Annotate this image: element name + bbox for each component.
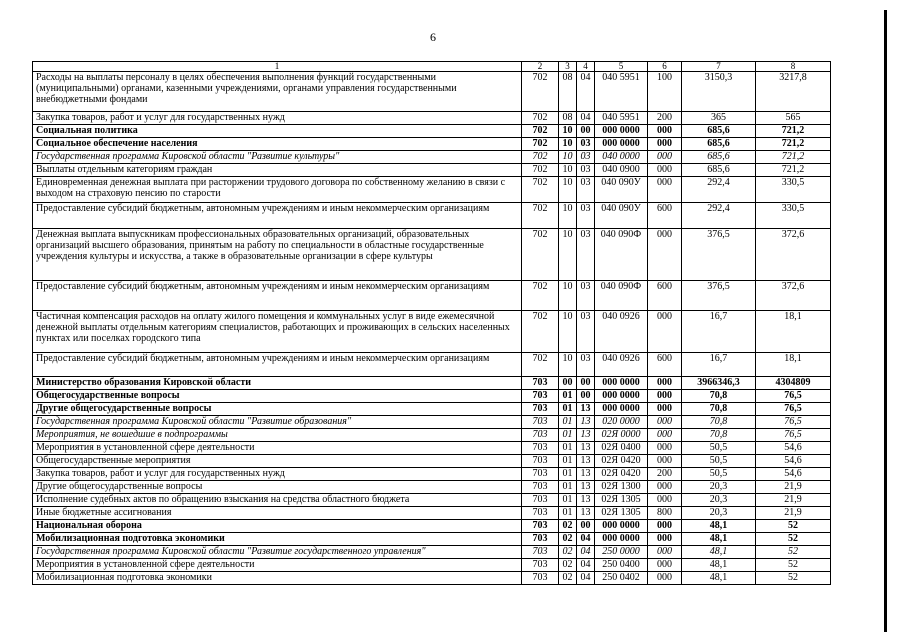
expense-type-cell: 000	[648, 164, 682, 177]
expense-type-cell: 000	[648, 559, 682, 572]
expense-type-cell: 000	[648, 494, 682, 507]
sum-2016-cell: 20,3	[682, 481, 756, 494]
table-row	[33, 377, 831, 390]
expense-type-cell: 000	[648, 177, 682, 203]
sum-2016-cell: 48,1	[682, 520, 756, 533]
sum-2017-cell: 721,2	[756, 164, 831, 177]
expense-type-cell: 000	[648, 311, 682, 353]
subsection-code-cell: 04	[577, 559, 595, 572]
table-row	[33, 416, 831, 429]
target-article-cell: 040 090У	[595, 203, 648, 229]
ved-code-cell: 703	[522, 468, 559, 481]
section-code-cell: 10	[559, 311, 577, 353]
sum-2017-cell: 54,6	[756, 442, 831, 455]
sum-2016-cell: 292,4	[682, 203, 756, 229]
row-name-cell: Мероприятия в установленной сфере деятельности	[33, 559, 522, 572]
expense-type-cell: 000	[648, 429, 682, 442]
subsection-code-cell: 00	[577, 390, 595, 403]
section-code-cell: 10	[559, 151, 577, 164]
ved-code-cell: 702	[522, 177, 559, 203]
ved-code-cell: 703	[522, 494, 559, 507]
ved-code-cell: 703	[522, 442, 559, 455]
page-number: 6	[430, 30, 436, 44]
subsection-code-cell: 04	[577, 533, 595, 546]
subsection-code-cell: 13	[577, 429, 595, 442]
row-name-cell: Денежная выплата выпускникам профессиональных образовательных организаций, образовательных организаций высшего образования, принятым на работу по специальности в областные государственные учреждения культуры и искусства, а также в образовательные организации в сфере культуры	[33, 229, 522, 281]
row-name-cell: Общегосударственные вопросы	[33, 390, 522, 403]
sum-2016-cell: 20,3	[682, 494, 756, 507]
section-code-cell: 02	[559, 546, 577, 559]
sum-2016-cell: 3150,3	[682, 72, 756, 112]
target-article-cell: 000 0000	[595, 125, 648, 138]
row-name-cell: Выплаты отдельным категориям граждан	[33, 164, 522, 177]
row-name-cell: Другие общегосударственные вопросы	[33, 403, 522, 416]
section-code-cell: 01	[559, 455, 577, 468]
sum-2017-cell: 52	[756, 559, 831, 572]
subsection-code-cell: 03	[577, 203, 595, 229]
target-article-cell: 000 0000	[595, 403, 648, 416]
sum-2017-cell: 721,2	[756, 125, 831, 138]
expense-type-cell: 000	[648, 416, 682, 429]
sum-2016-cell: 685,6	[682, 164, 756, 177]
expense-type-cell: 000	[648, 229, 682, 281]
target-article-cell: 040 090Ф	[595, 229, 648, 281]
sum-2017-cell: 330,5	[756, 177, 831, 203]
section-code-cell: 01	[559, 494, 577, 507]
target-article-cell: 000 0000	[595, 520, 648, 533]
section-code-cell: 10	[559, 353, 577, 377]
sum-2016-cell: 70,8	[682, 403, 756, 416]
section-code-cell: 10	[559, 138, 577, 151]
ved-code-cell: 703	[522, 520, 559, 533]
subsection-code-cell: 04	[577, 546, 595, 559]
ved-code-cell: 702	[522, 311, 559, 353]
sum-2017-cell: 52	[756, 546, 831, 559]
row-name-cell: Расходы на выплаты персоналу в целях обеспечения выполнения функций государственными (муниципальными) органами, казенными учреждениями, органами управления государственными внебюджетными фондами	[33, 72, 522, 112]
sum-2017-cell: 21,9	[756, 481, 831, 494]
header-cell: 6	[648, 62, 682, 72]
ved-code-cell: 702	[522, 138, 559, 151]
table-row	[33, 138, 831, 151]
sum-2016-cell: 48,1	[682, 546, 756, 559]
subsection-code-cell: 03	[577, 177, 595, 203]
expense-type-cell: 000	[648, 138, 682, 151]
sum-2016-cell: 685,6	[682, 138, 756, 151]
ved-code-cell: 703	[522, 455, 559, 468]
ved-code-cell: 703	[522, 546, 559, 559]
ved-code-cell: 702	[522, 125, 559, 138]
row-name-cell: Государственная программа Кировской области "Развитие государственного управления"	[33, 546, 522, 559]
target-article-cell: 250 0400	[595, 559, 648, 572]
header-cell: 8	[756, 62, 831, 72]
subsection-code-cell: 03	[577, 311, 595, 353]
row-name-cell: Единовременная денежная выплата при расторжении трудового договора по собственному желанию в связи с выходом на страховую пенсию по старости	[33, 177, 522, 203]
subsection-code-cell: 13	[577, 455, 595, 468]
section-code-cell: 01	[559, 416, 577, 429]
sum-2017-cell: 18,1	[756, 311, 831, 353]
table-row	[33, 151, 831, 164]
row-name-cell: Закупка товаров, работ и услуг для государственных нужд	[33, 468, 522, 481]
subsection-code-cell: 03	[577, 353, 595, 377]
sum-2016-cell: 70,8	[682, 429, 756, 442]
subsection-code-cell: 03	[577, 229, 595, 281]
row-name-cell: Государственная программа Кировской области "Развитие образования"	[33, 416, 522, 429]
expense-type-cell: 000	[648, 481, 682, 494]
section-code-cell: 01	[559, 481, 577, 494]
expense-type-cell: 600	[648, 203, 682, 229]
ved-code-cell: 703	[522, 416, 559, 429]
header-cell: 4	[577, 62, 595, 72]
sum-2017-cell: 372,6	[756, 281, 831, 311]
subsection-code-cell: 03	[577, 281, 595, 311]
ved-code-cell: 702	[522, 229, 559, 281]
sum-2016-cell: 16,7	[682, 311, 756, 353]
expense-type-cell: 000	[648, 572, 682, 585]
sum-2016-cell: 685,6	[682, 125, 756, 138]
sum-2016-cell: 70,8	[682, 390, 756, 403]
sum-2017-cell: 721,2	[756, 138, 831, 151]
sum-2016-cell: 685,6	[682, 151, 756, 164]
table-row	[33, 455, 831, 468]
section-code-cell: 01	[559, 507, 577, 520]
subsection-code-cell: 13	[577, 416, 595, 429]
header-cell: 5	[595, 62, 648, 72]
target-article-cell: 000 0000	[595, 390, 648, 403]
subsection-code-cell: 13	[577, 507, 595, 520]
table-row	[33, 353, 831, 377]
row-name-cell: Закупка товаров, работ и услуг для государственных нужд	[33, 112, 522, 125]
row-name-cell: Общегосударственные мероприятия	[33, 455, 522, 468]
section-code-cell: 01	[559, 429, 577, 442]
row-name-cell: Предоставление субсидий бюджетным, автономным учреждениям и иным некоммерческим организациям	[33, 353, 522, 377]
sum-2016-cell: 50,5	[682, 468, 756, 481]
ved-code-cell: 702	[522, 164, 559, 177]
table-row	[33, 177, 831, 203]
section-code-cell: 01	[559, 442, 577, 455]
sum-2016-cell: 50,5	[682, 442, 756, 455]
ved-code-cell: 702	[522, 72, 559, 112]
table-row	[33, 533, 831, 546]
section-code-cell: 10	[559, 203, 577, 229]
expense-type-cell: 000	[648, 390, 682, 403]
ved-code-cell: 702	[522, 281, 559, 311]
expense-type-cell: 000	[648, 520, 682, 533]
table-row	[33, 507, 831, 520]
sum-2017-cell: 52	[756, 520, 831, 533]
table-row	[33, 468, 831, 481]
ved-code-cell: 703	[522, 533, 559, 546]
subsection-code-cell: 13	[577, 468, 595, 481]
section-code-cell: 08	[559, 72, 577, 112]
table-row	[33, 72, 831, 112]
sum-2017-cell: 52	[756, 533, 831, 546]
sum-2017-cell: 372,6	[756, 229, 831, 281]
table-row	[33, 125, 831, 138]
sum-2017-cell: 565	[756, 112, 831, 125]
header-cell: 2	[522, 62, 559, 72]
row-name-cell: Предоставление субсидий бюджетным, автономным учреждениям и иным некоммерческим организациям	[33, 281, 522, 311]
expense-type-cell: 200	[648, 112, 682, 125]
target-article-cell: 000 0000	[595, 138, 648, 151]
expense-type-cell: 600	[648, 281, 682, 311]
sum-2016-cell: 70,8	[682, 416, 756, 429]
section-code-cell: 10	[559, 177, 577, 203]
ved-code-cell: 702	[522, 112, 559, 125]
row-name-cell: Частичная компенсация расходов на оплату жилого помещения и коммунальных услуг в виде ежемесячной денежной выплаты отдельным категориям специалистов, работающих и проживающих в сельских населенных пунктах или поселках городского типа	[33, 311, 522, 353]
section-code-cell: 08	[559, 112, 577, 125]
table-row	[33, 164, 831, 177]
table-row	[33, 229, 831, 281]
target-article-cell: 02Я 1305	[595, 507, 648, 520]
target-article-cell: 02Я 0420	[595, 468, 648, 481]
section-code-cell: 10	[559, 281, 577, 311]
subsection-code-cell: 13	[577, 442, 595, 455]
table-row	[33, 281, 831, 311]
row-name-cell: Предоставление субсидий бюджетным, автономным учреждениям и иным некоммерческим организациям	[33, 203, 522, 229]
table-row	[33, 572, 831, 585]
target-article-cell: 02Я 1305	[595, 494, 648, 507]
header-cell: 7	[682, 62, 756, 72]
table-row	[33, 112, 831, 125]
ved-code-cell: 703	[522, 481, 559, 494]
ved-code-cell: 703	[522, 507, 559, 520]
target-article-cell: 000 0000	[595, 377, 648, 390]
target-article-cell: 000 0000	[595, 533, 648, 546]
subsection-code-cell: 03	[577, 164, 595, 177]
section-code-cell: 00	[559, 377, 577, 390]
row-name-cell: Другие общегосударственные вопросы	[33, 481, 522, 494]
section-code-cell: 02	[559, 572, 577, 585]
ved-code-cell: 703	[522, 559, 559, 572]
expense-type-cell: 000	[648, 546, 682, 559]
target-article-cell: 250 0000	[595, 546, 648, 559]
subsection-code-cell: 00	[577, 377, 595, 390]
row-name-cell: Мобилизационная подготовка экономики	[33, 572, 522, 585]
sum-2016-cell: 376,5	[682, 229, 756, 281]
target-article-cell: 040 0900	[595, 164, 648, 177]
expense-type-cell: 000	[648, 403, 682, 416]
row-name-cell: Государственная программа Кировской области "Развитие культуры"	[33, 151, 522, 164]
table-row	[33, 494, 831, 507]
sum-2017-cell: 18,1	[756, 353, 831, 377]
table-row	[33, 546, 831, 559]
sum-2017-cell: 76,5	[756, 390, 831, 403]
header-cell: 3	[559, 62, 577, 72]
subsection-code-cell: 03	[577, 138, 595, 151]
row-name-cell: Исполнение судебных актов по обращению взыскания на средства областного бюджета	[33, 494, 522, 507]
section-code-cell: 10	[559, 229, 577, 281]
expense-type-cell: 000	[648, 442, 682, 455]
header-cell: 1	[33, 62, 522, 72]
ved-code-cell: 703	[522, 390, 559, 403]
subsection-code-cell: 13	[577, 494, 595, 507]
expense-type-cell: 000	[648, 533, 682, 546]
expense-type-cell: 000	[648, 151, 682, 164]
table-row	[33, 520, 831, 533]
subsection-code-cell: 13	[577, 403, 595, 416]
subsection-code-cell: 03	[577, 151, 595, 164]
ved-code-cell: 702	[522, 353, 559, 377]
section-code-cell: 02	[559, 559, 577, 572]
target-article-cell: 02Я 0000	[595, 429, 648, 442]
sum-2016-cell: 50,5	[682, 455, 756, 468]
row-name-cell: Иные бюджетные ассигнования	[33, 507, 522, 520]
row-name-cell: Мобилизационная подготовка экономики	[33, 533, 522, 546]
sum-2016-cell: 48,1	[682, 533, 756, 546]
row-name-cell: Национальная оборона	[33, 520, 522, 533]
sum-2017-cell: 21,9	[756, 494, 831, 507]
target-article-cell: 040 0926	[595, 353, 648, 377]
section-code-cell: 01	[559, 468, 577, 481]
target-article-cell: 02Я 0400	[595, 442, 648, 455]
target-article-cell: 040 5951	[595, 112, 648, 125]
section-code-cell: 01	[559, 390, 577, 403]
expense-type-cell: 200	[648, 468, 682, 481]
table-header-row	[33, 62, 831, 72]
expense-type-cell: 000	[648, 455, 682, 468]
sum-2016-cell: 48,1	[682, 572, 756, 585]
table-row	[33, 481, 831, 494]
sum-2017-cell: 330,5	[756, 203, 831, 229]
expense-type-cell: 600	[648, 353, 682, 377]
target-article-cell: 250 0402	[595, 572, 648, 585]
sum-2017-cell: 54,6	[756, 468, 831, 481]
expense-type-cell: 100	[648, 72, 682, 112]
row-name-cell: Социальная политика	[33, 125, 522, 138]
table-row	[33, 311, 831, 353]
ved-code-cell: 703	[522, 572, 559, 585]
budget-table	[32, 61, 831, 585]
section-code-cell: 10	[559, 125, 577, 138]
sum-2017-cell: 721,2	[756, 151, 831, 164]
sum-2017-cell: 21,9	[756, 507, 831, 520]
sum-2016-cell: 292,4	[682, 177, 756, 203]
sum-2016-cell: 376,5	[682, 281, 756, 311]
subsection-code-cell: 00	[577, 520, 595, 533]
target-article-cell: 040 090У	[595, 177, 648, 203]
table-row	[33, 442, 831, 455]
sum-2017-cell: 54,6	[756, 455, 831, 468]
target-article-cell: 040 0926	[595, 311, 648, 353]
subsection-code-cell: 04	[577, 572, 595, 585]
ved-code-cell: 703	[522, 377, 559, 390]
expense-type-cell: 000	[648, 377, 682, 390]
row-name-cell: Мероприятия, не вошедшие в подпрограммы	[33, 429, 522, 442]
subsection-code-cell: 04	[577, 112, 595, 125]
subsection-code-cell: 04	[577, 72, 595, 112]
section-code-cell: 02	[559, 520, 577, 533]
expense-type-cell: 800	[648, 507, 682, 520]
table-row	[33, 403, 831, 416]
ved-code-cell: 702	[522, 203, 559, 229]
sum-2017-cell: 3217,8	[756, 72, 831, 112]
sum-2017-cell: 76,5	[756, 416, 831, 429]
target-article-cell: 02Я 1300	[595, 481, 648, 494]
target-article-cell: 040 090Ф	[595, 281, 648, 311]
sum-2016-cell: 3966346,3	[682, 377, 756, 390]
ved-code-cell: 703	[522, 403, 559, 416]
subsection-code-cell: 00	[577, 125, 595, 138]
ved-code-cell: 702	[522, 151, 559, 164]
table-row	[33, 559, 831, 572]
sum-2016-cell: 365	[682, 112, 756, 125]
table-row	[33, 429, 831, 442]
target-article-cell: 020 0000	[595, 416, 648, 429]
row-name-cell: Мероприятия в установленной сфере деятельности	[33, 442, 522, 455]
scan-edge-bar	[884, 10, 887, 632]
section-code-cell: 01	[559, 403, 577, 416]
sum-2016-cell: 20,3	[682, 507, 756, 520]
sum-2017-cell: 76,5	[756, 403, 831, 416]
row-name-cell: Социальное обеспечение населения	[33, 138, 522, 151]
target-article-cell: 040 0000	[595, 151, 648, 164]
table-row	[33, 390, 831, 403]
sum-2016-cell: 48,1	[682, 559, 756, 572]
section-code-cell: 02	[559, 533, 577, 546]
sum-2017-cell: 76,5	[756, 429, 831, 442]
table-row	[33, 203, 831, 229]
sum-2016-cell: 16,7	[682, 353, 756, 377]
row-name-cell: Министерство образования Кировской области	[33, 377, 522, 390]
sum-2017-cell: 52	[756, 572, 831, 585]
ved-code-cell: 703	[522, 429, 559, 442]
target-article-cell: 02Я 0420	[595, 455, 648, 468]
expense-type-cell: 000	[648, 125, 682, 138]
sum-2017-cell: 4304809	[756, 377, 831, 390]
subsection-code-cell: 13	[577, 481, 595, 494]
target-article-cell: 040 5951	[595, 72, 648, 112]
section-code-cell: 10	[559, 164, 577, 177]
